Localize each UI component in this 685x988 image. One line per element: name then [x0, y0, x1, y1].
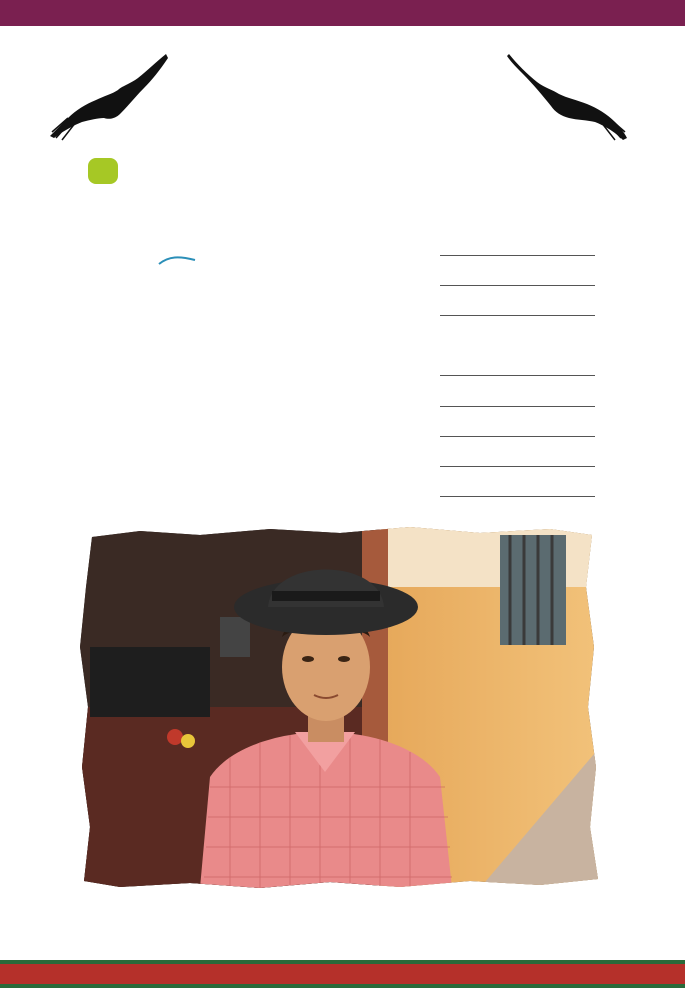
answer-line[interactable]	[440, 375, 595, 376]
answer-line[interactable]	[440, 255, 595, 256]
list-item	[133, 320, 153, 350]
answer-line[interactable]	[440, 436, 595, 437]
list-item	[133, 470, 153, 500]
list-item-continuation	[133, 350, 153, 380]
list-item	[133, 228, 159, 258]
condor-left-icon	[48, 48, 173, 147]
bottom-pattern-band	[0, 960, 685, 988]
boy-in-hat-photo	[80, 527, 600, 888]
list-item	[133, 258, 153, 288]
list-item	[133, 440, 153, 470]
answer-line[interactable]	[440, 406, 595, 407]
answer-line[interactable]	[440, 466, 595, 467]
strikethrough-mark-icon	[157, 254, 197, 268]
list-item	[133, 410, 153, 440]
answer-line[interactable]	[440, 285, 595, 286]
exercise-number-badge	[88, 158, 118, 184]
answer-line[interactable]	[440, 315, 595, 316]
answer-line[interactable]	[440, 496, 595, 497]
top-pattern-band	[0, 0, 685, 26]
list-item	[133, 380, 153, 410]
condor-right-icon	[505, 48, 630, 147]
list-item	[133, 288, 153, 318]
